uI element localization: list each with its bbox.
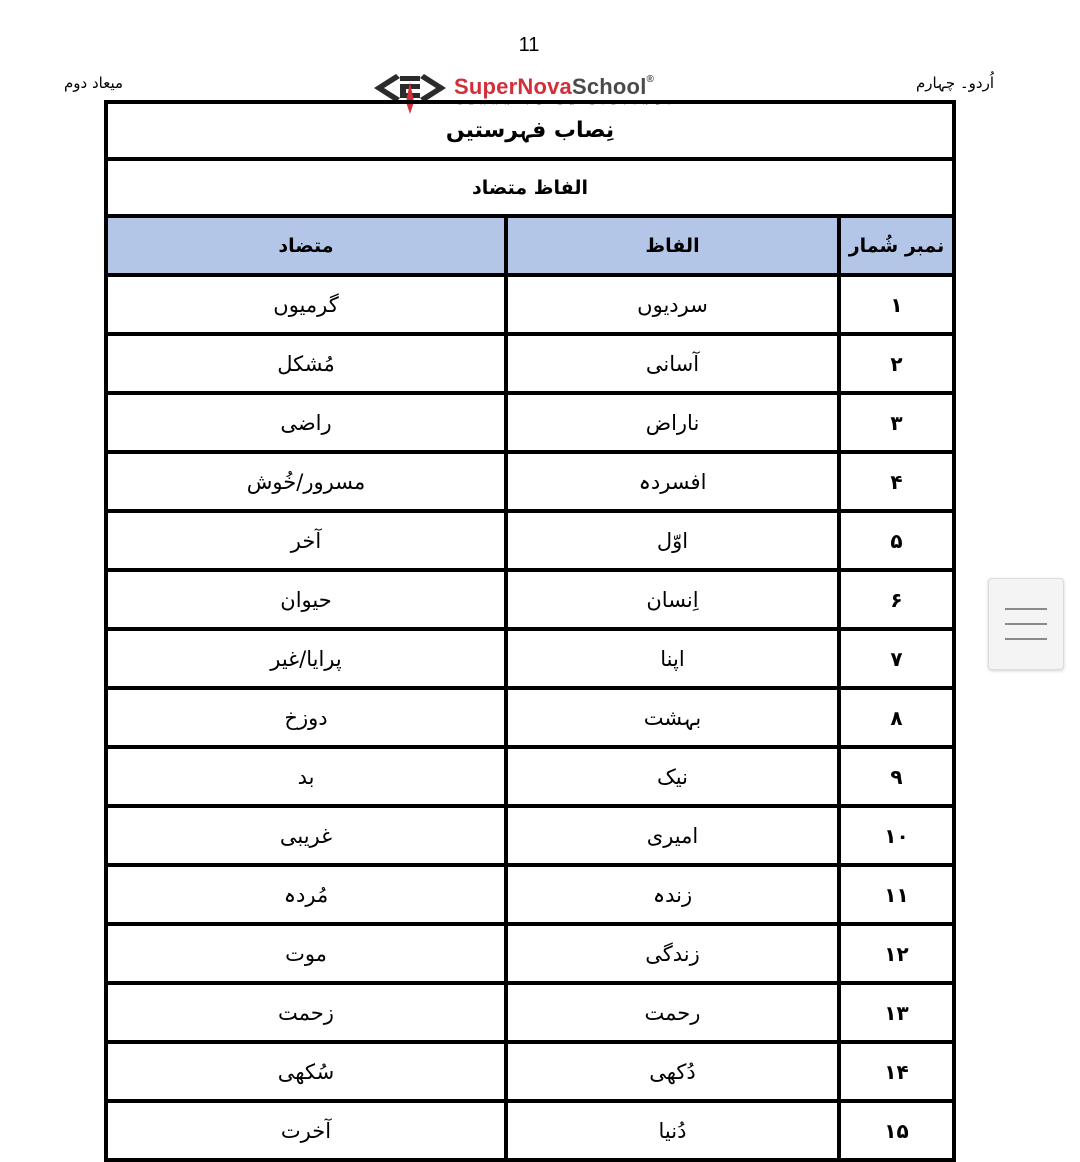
number-cell: ۲ <box>839 334 954 393</box>
logo-text-school: School <box>571 74 647 99</box>
opposite-cell: سُکھی <box>106 1042 506 1101</box>
opposite-cell: زحمت <box>106 983 506 1042</box>
word-cell: دُنیا <box>506 1101 839 1160</box>
number-cell: ۱ <box>839 275 954 334</box>
word-cell: رحمت <box>506 983 839 1042</box>
column-header-number: نمبر شُمار <box>839 216 954 275</box>
word-cell: افسردہ <box>506 452 839 511</box>
opposite-cell: راضی <box>106 393 506 452</box>
column-header-word: الفاظ <box>506 216 839 275</box>
logo-text-nova: Nova <box>517 74 572 99</box>
word-cell: دُکھی <box>506 1042 839 1101</box>
opposite-cell: مسرور/خُوش <box>106 452 506 511</box>
table-subtitle: الفاظ متضاد <box>106 159 954 216</box>
table-row <box>106 570 954 629</box>
opposite-cell: مُشکل <box>106 334 506 393</box>
number-cell: ۷ <box>839 629 954 688</box>
opposite-cell: پرایا/غیر <box>106 629 506 688</box>
word-cell: زندہ <box>506 865 839 924</box>
logo-tagline: LEARN TO BE DISTINCT <box>458 100 679 107</box>
table-row <box>106 334 954 393</box>
number-cell: ۴ <box>839 452 954 511</box>
number-cell: ۱۱ <box>839 865 954 924</box>
word-cell: اِنسان <box>506 570 839 629</box>
page-number: 11 <box>518 34 540 56</box>
table-row <box>106 629 954 688</box>
table-row <box>106 688 954 747</box>
number-cell: ۱۴ <box>839 1042 954 1101</box>
table-row <box>106 393 954 452</box>
opposite-cell: گرمیوں <box>106 275 506 334</box>
menu-button[interactable] <box>988 578 1064 670</box>
number-cell: ۹ <box>839 747 954 806</box>
logo-text-super: Super <box>454 74 518 99</box>
table-row <box>106 1042 954 1101</box>
header-subject-label: اُردو۔ چہارم <box>915 74 994 92</box>
table-row <box>106 1101 954 1160</box>
opposite-cell: آخر <box>106 511 506 570</box>
opposite-cell: دوزخ <box>106 688 506 747</box>
table-row <box>106 747 954 806</box>
number-cell: ۱۳ <box>839 983 954 1042</box>
table-row <box>106 865 954 924</box>
table-header-row <box>106 216 954 275</box>
opposite-cell: حیوان <box>106 570 506 629</box>
word-cell: سردیوں <box>506 275 839 334</box>
number-cell: ۵ <box>839 511 954 570</box>
opposite-cell: مُردہ <box>106 865 506 924</box>
table-row <box>106 511 954 570</box>
word-cell: آسانی <box>506 334 839 393</box>
word-cell: اوّل <box>506 511 839 570</box>
table-row <box>106 983 954 1042</box>
word-cell: بہشت <box>506 688 839 747</box>
number-cell: ۶ <box>839 570 954 629</box>
opposite-cell: غریبی <box>106 806 506 865</box>
word-cell: نیک <box>506 747 839 806</box>
word-cell: زندگی <box>506 924 839 983</box>
header-term-label: میعاد دوم <box>64 74 124 92</box>
word-cell: ناراض <box>506 393 839 452</box>
table-row <box>106 806 954 865</box>
table-row <box>106 275 954 334</box>
word-cell: اپنا <box>506 629 839 688</box>
table-row <box>106 452 954 511</box>
number-cell: ۸ <box>839 688 954 747</box>
table-row <box>106 924 954 983</box>
table-title: نِصاب فہرستیں <box>106 102 954 159</box>
opposite-cell: موت <box>106 924 506 983</box>
logo-registered-mark: ® <box>646 74 655 85</box>
number-cell: ۱۲ <box>839 924 954 983</box>
word-cell: امیری <box>506 806 839 865</box>
number-cell: ۱۰ <box>839 806 954 865</box>
opposite-cell: آخرت <box>106 1101 506 1160</box>
number-cell: ۱۵ <box>839 1101 954 1160</box>
antonyms-table <box>104 100 956 1162</box>
number-cell: ۳ <box>839 393 954 452</box>
column-header-opposite: متضاد <box>106 216 506 275</box>
opposite-cell: بد <box>106 747 506 806</box>
